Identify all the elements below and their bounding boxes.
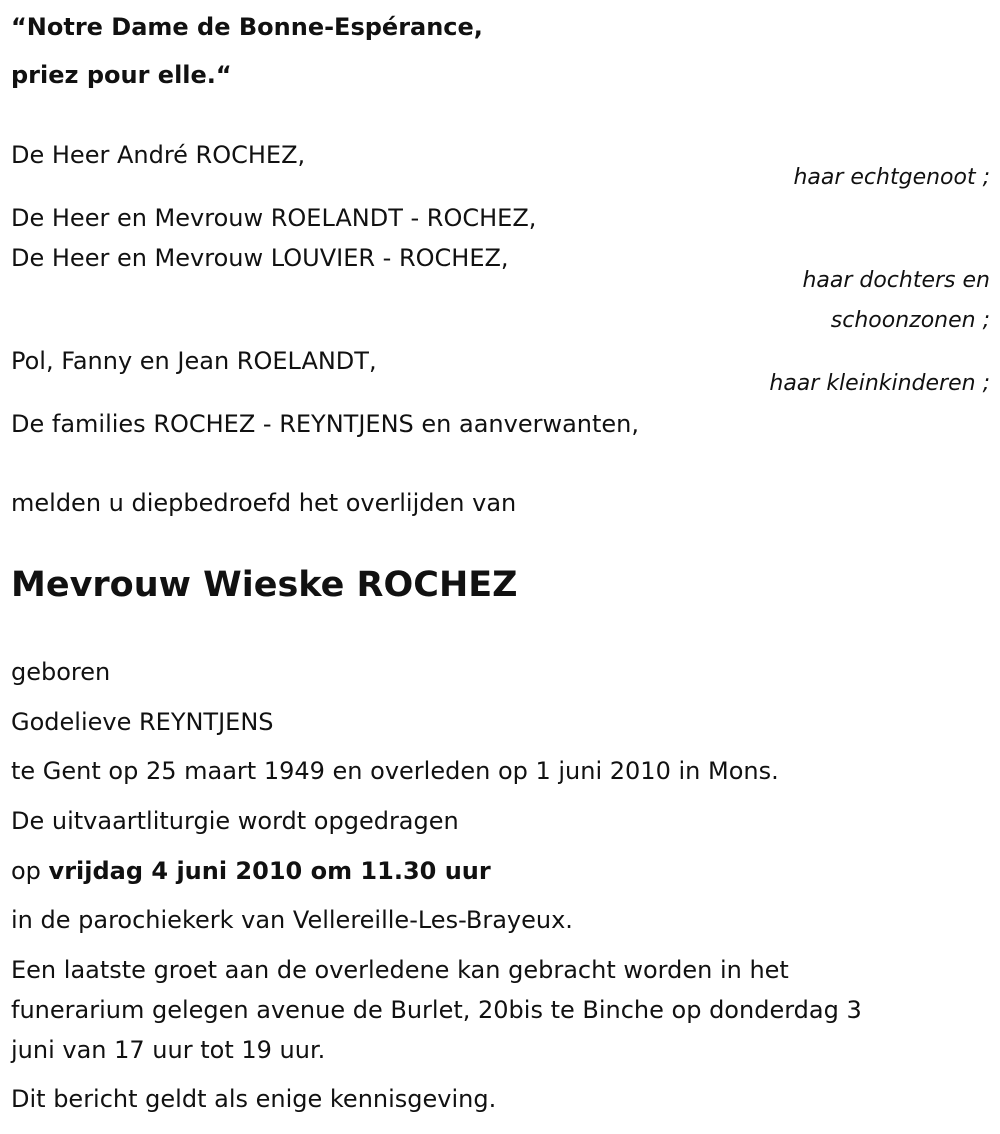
daughter-couple-2: De Heer en Mevrouw LOUVIER - ROCHEZ, <box>11 244 509 272</box>
announcement-line: melden u diepbedroefd het overlijden van <box>11 489 517 517</box>
grandchildren-role: haar kleinkinderen ; <box>769 371 990 396</box>
grandchildren-names: Pol, Fanny en Jean ROELANDT, <box>11 347 377 375</box>
visit-line-3: juni van 17 uur tot 19 uur. <box>11 1036 326 1064</box>
notice-line: Dit bericht geldt als enige kennisgeving. <box>11 1085 497 1113</box>
prayer-line-1: “Notre Dame de Bonne-Espérance, <box>11 13 483 41</box>
birth-name: Godelieve REYNTJENS <box>11 708 274 736</box>
liturgy-line: De uitvaartliturgie wordt opgedragen <box>11 807 459 835</box>
husband-name: De Heer André ROCHEZ, <box>11 141 306 169</box>
dates-line: te Gent op 25 maart 1949 en overleden op 1 juni 2010 in Mons. <box>11 757 779 785</box>
daughters-role-line-1: haar dochters en <box>802 268 990 293</box>
visit-line-1: Een laatste groet aan de overledene kan gebracht worden in het <box>11 956 789 984</box>
funeral-time: vrijdag 4 juni 2010 om 11.30 uur <box>48 857 491 885</box>
prayer-line-2: priez pour elle.“ <box>11 61 232 89</box>
born-label: geboren <box>11 658 111 686</box>
visit-line-2: funerarium gelegen avenue de Burlet, 20bis te Binche op donderdag 3 <box>11 996 862 1024</box>
daughter-couple-1: De Heer en Mevrouw ROELANDT - ROCHEZ, <box>11 204 537 232</box>
funeral-time-line <box>11 856 491 886</box>
funeral-time-prefix: op <box>11 857 49 885</box>
church-line: in de parochiekerk van Vellereille-Les-Brayeux. <box>11 906 573 934</box>
relatives-line: De families ROCHEZ - REYNTJENS en aanverwanten, <box>11 410 640 438</box>
husband-role: haar echtgenoot ; <box>793 165 990 190</box>
deceased-name: Mevrouw Wieske ROCHEZ <box>11 565 518 605</box>
daughters-role-line-2: schoonzonen ; <box>830 308 990 333</box>
